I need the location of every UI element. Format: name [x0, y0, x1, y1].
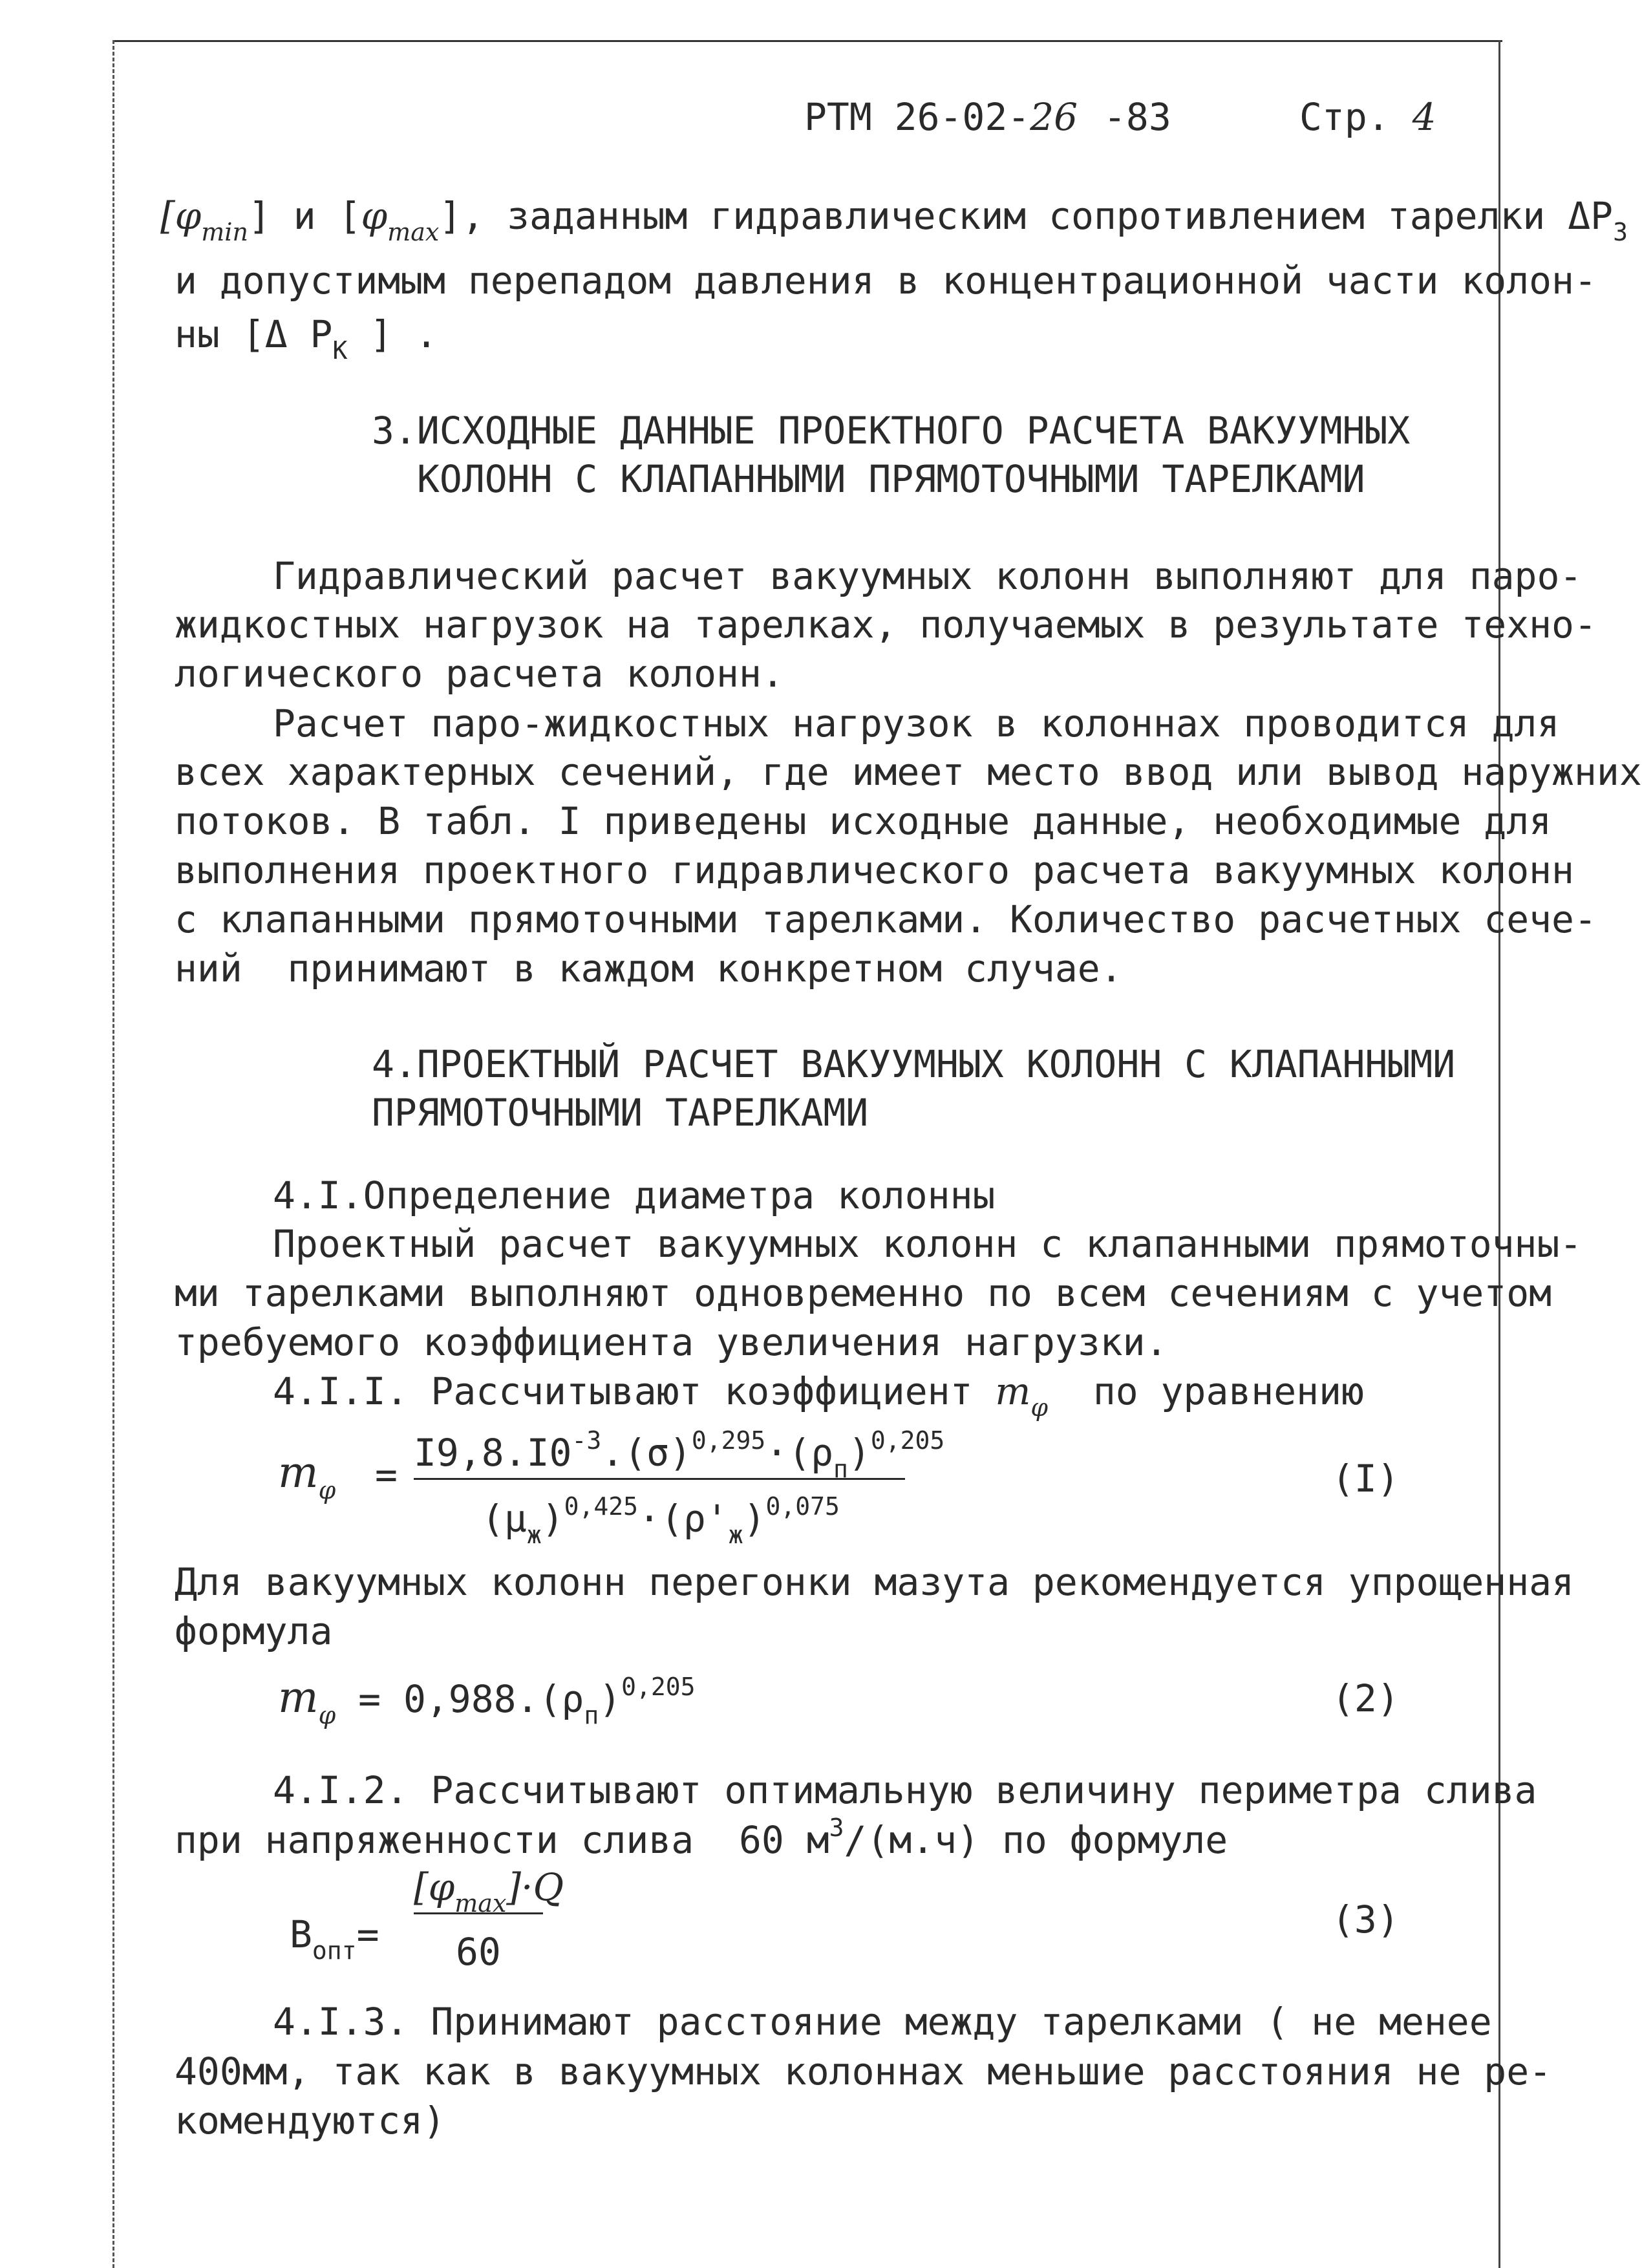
- paragraph-text: /(м.ч) по формуле: [844, 1818, 1228, 1862]
- eq2-text: ): [599, 1677, 622, 1721]
- subscript: п: [833, 1455, 848, 1483]
- exponent: 0,205: [621, 1673, 696, 1701]
- exponent: -3: [571, 1426, 602, 1455]
- section-4-title-line-2: ПРЯМОТОЧНЫМИ ТАРЕЛКАМИ: [372, 1091, 869, 1135]
- paragraph-line: формула: [175, 1609, 333, 1653]
- paragraph-line: всех характерных сечений, где имеет место ввод или вывод наружних: [175, 750, 1642, 794]
- b-symbol: В: [290, 1912, 312, 1956]
- paragraph-line: 400мм, так как в вакуумных колоннах меньшие расстояния не ре-: [175, 2049, 1552, 2093]
- intro-text: ны [: [175, 312, 265, 356]
- paragraph-line: комендуются): [175, 2099, 446, 2143]
- paragraph-line: Проектный расчет вакуумных колонн с клапанными прямоточны-: [273, 1222, 1583, 1266]
- page-label-text: Стр.: [1299, 95, 1390, 139]
- eq2-number: (2): [1332, 1676, 1400, 1720]
- subscript: п: [584, 1701, 599, 1729]
- subscript-max: max: [387, 218, 440, 246]
- eq1-num-text: ·(ρ: [765, 1431, 834, 1475]
- eq1-numerator: [414, 1426, 945, 1483]
- exponent: 0,295: [691, 1426, 766, 1455]
- subsection-4-1-1: [273, 1369, 1364, 1422]
- eq1-num-text: ): [848, 1431, 871, 1475]
- delta-p: ΔР: [1568, 194, 1614, 238]
- m-symbol: m: [995, 1369, 1031, 1413]
- phi-symbol: φ: [361, 194, 388, 238]
- section-3-title-line-1: 3.ИСХОДНЫЕ ДАННЫЕ ПРОЕКТНОГО РАСЧЕТА ВАКУУМНЫХ: [372, 409, 1411, 453]
- paragraph-line: выполнения проектного гидравлического расчета вакуумных колонн: [175, 848, 1574, 892]
- eq1-num-text: I9,8.I0: [414, 1431, 572, 1475]
- doc-code-text: РТМ 26-02-: [804, 95, 1030, 139]
- exponent: 0,205: [870, 1426, 945, 1455]
- page-number: 4: [1412, 95, 1436, 139]
- equals: =: [356, 1912, 379, 1956]
- eq3-lhs: [290, 1912, 379, 1965]
- subscript: ж: [728, 1521, 743, 1549]
- eq3-numerator: [414, 1865, 564, 1918]
- eq1-number: (I): [1332, 1457, 1400, 1501]
- subsection-4-1-heading: 4.I.Определение диаметра колонны: [273, 1173, 996, 1217]
- exponent: 0,425: [564, 1492, 639, 1521]
- paragraph-line: ний принимают в каждом конкретном случае.: [175, 947, 1123, 990]
- eq1-den-text: (μ: [482, 1497, 527, 1541]
- paragraph-line: 4.I.3. Принимают расстояние между тарелками ( не менее: [273, 2000, 1492, 2044]
- intro-text: ], заданным гидравлическим сопротивлением тарелки: [439, 194, 1568, 238]
- paragraph-line: Гидравлический расчет вакуумных колонн выполняют для паро-: [273, 554, 1583, 598]
- eq1-den-text: ): [541, 1497, 564, 1541]
- paragraph-line: Расчет паро-жидкостных нагрузок в колоннах проводится для: [273, 701, 1560, 745]
- paragraph-line: 4.I.2. Рассчитывают оптимальную величину периметра слива: [273, 1768, 1537, 1812]
- doc-number: 26: [1030, 95, 1078, 139]
- eq3-num-text: [φ: [414, 1865, 455, 1909]
- delta-p: Δ Р: [264, 312, 333, 356]
- paragraph-line: логического расчета колонн.: [175, 652, 784, 696]
- page-frame-top: [112, 40, 1502, 42]
- doc-code: [804, 95, 1171, 139]
- phi-symbol: φ: [175, 194, 202, 238]
- subscript-min: min: [201, 218, 248, 246]
- subscript-phi: φ: [1030, 1393, 1049, 1422]
- eq3-num-text: ]·Q: [506, 1865, 564, 1909]
- eq1-fraction-line: [414, 1478, 905, 1480]
- eq2-text: = 0,988.(ρ: [358, 1677, 584, 1721]
- intro-conj: ] и [: [248, 194, 361, 238]
- section-3-title-line-2: КОЛОНН С КЛАПАННЫМИ ПРЯМОТОЧНЫМИ ТАРЕЛКАМИ: [417, 457, 1365, 501]
- exponent: 0,075: [765, 1492, 840, 1521]
- doc-year: -83: [1104, 95, 1171, 139]
- paragraph-line: потоков. В табл. I приведены исходные данные, необходимые для: [175, 799, 1552, 843]
- bracket: [: [160, 194, 175, 238]
- paragraph-text: при напряженности слива 60 м: [175, 1818, 829, 1862]
- eq3-fraction-line: [414, 1912, 543, 1914]
- page-label: [1299, 95, 1436, 139]
- subscript-z: З: [1613, 218, 1628, 246]
- subsection-text: 4.I.I. Рассчитывают коэффициент: [273, 1369, 973, 1413]
- page-frame-right: [1498, 40, 1500, 2268]
- eq1-den-text: ): [743, 1497, 766, 1541]
- m-symbol: m: [278, 1673, 319, 1722]
- eq2: [278, 1673, 696, 1729]
- paragraph-line: Для вакуумных колонн перегонки мазута рекомендуется упрощенная: [175, 1560, 1574, 1604]
- subscript-phi: φ: [318, 1476, 336, 1504]
- paragraph-line: ми тарелками выполняют одновременно по всем сечениям с учетом: [175, 1271, 1552, 1315]
- subscript-opt: опт: [312, 1936, 357, 1965]
- page-frame-left: [112, 40, 114, 2268]
- paragraph-line: требуемого коэффициента увеличения нагрузки.: [175, 1320, 1168, 1364]
- paragraph-line: с клапанными прямоточными тарелками. Количество расчетных сече-: [175, 897, 1597, 941]
- eq1-num-text: .(σ): [601, 1431, 692, 1475]
- section-4-title-line-1: 4.ПРОЕКТНЫЙ РАСЧЕТ ВАКУУМНЫХ КОЛОНН С КЛАПАННЫМИ: [372, 1042, 1456, 1086]
- paragraph-line: жидкостных нагрузок на тарелках, получаемых в результате техно-: [175, 603, 1597, 647]
- subscript-phi: φ: [318, 1701, 336, 1729]
- intro-line-2: и допустимым перепадом давления в концентрационной части колон-: [175, 259, 1597, 303]
- eq1-equals: =: [375, 1453, 398, 1497]
- subscript-max: max: [454, 1889, 507, 1918]
- eq1-denominator: [482, 1492, 840, 1549]
- eq1-lhs: [278, 1448, 336, 1504]
- subscript-k: К: [332, 336, 348, 365]
- intro-line-1: [160, 194, 1628, 246]
- eq3-denominator: 60: [456, 1930, 501, 1974]
- intro-line-3: [175, 312, 438, 365]
- paragraph-line: [175, 1813, 1228, 1862]
- subscript: ж: [526, 1521, 542, 1549]
- exponent: 3: [829, 1813, 844, 1842]
- intro-text: ] .: [347, 312, 438, 356]
- subsection-text: по уравнению: [1093, 1369, 1364, 1413]
- eq3-number: (3): [1332, 1898, 1400, 1942]
- eq1-den-text: ·(ρ': [638, 1497, 729, 1541]
- m-symbol: m: [278, 1448, 319, 1497]
